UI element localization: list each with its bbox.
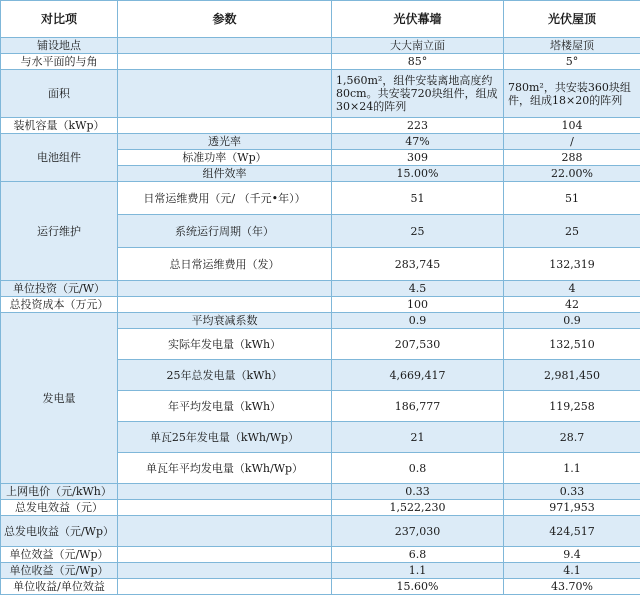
- row-label: 单位投资（元/W）: [1, 281, 118, 297]
- table-row: [1, 547, 640, 563]
- param-cell: 标准功率（Wp）: [118, 150, 332, 166]
- table-row: [1, 118, 640, 134]
- table-row: [1, 297, 640, 313]
- curtain-value: 207,530: [332, 329, 504, 360]
- curtain-value: 186,777: [332, 391, 504, 422]
- header-row: [1, 1, 640, 38]
- param-cell: [118, 500, 332, 516]
- roof-value: 塔楼屋顶: [504, 38, 640, 54]
- roof-value: 0.33: [504, 484, 640, 500]
- roof-value: 132,510: [504, 329, 640, 360]
- roof-value: 28.7: [504, 422, 640, 453]
- row-label: 单位收益/单位效益: [1, 579, 118, 595]
- param-cell: [118, 297, 332, 313]
- curtain-value: 25: [332, 215, 504, 248]
- row-label: 电池组件: [1, 134, 118, 182]
- curtain-value: 21: [332, 422, 504, 453]
- roof-value: /: [504, 134, 640, 150]
- roof-value: 288: [504, 150, 640, 166]
- roof-value: 4: [504, 281, 640, 297]
- curtain-value: 51: [332, 182, 504, 215]
- row-label: 总发电收益（元/Wp）: [1, 516, 118, 547]
- row-label: 总投资成本（万元）: [1, 297, 118, 313]
- curtain-value: 309: [332, 150, 504, 166]
- param-cell: 25年总发电量（kWh）: [118, 360, 332, 391]
- row-label: 装机容量（kWp）: [1, 118, 118, 134]
- row-label: 单位效益（元/Wp）: [1, 547, 118, 563]
- table-row: [1, 313, 640, 329]
- row-label: 上网电价（元/kWh）: [1, 484, 118, 500]
- roof-value: 9.4: [504, 547, 640, 563]
- roof-value: 5°: [504, 54, 640, 70]
- param-cell: 系统运行周期（年）: [118, 215, 332, 248]
- roof-value: 119,258: [504, 391, 640, 422]
- param-cell: [118, 563, 332, 579]
- param-cell: [118, 118, 332, 134]
- roof-value: 4.1: [504, 563, 640, 579]
- table-row: [1, 281, 640, 297]
- curtain-value: 100: [332, 297, 504, 313]
- roof-value: 104: [504, 118, 640, 134]
- curtain-value: 1,522,230: [332, 500, 504, 516]
- curtain-value: 4.5: [332, 281, 504, 297]
- table-row: [1, 516, 640, 547]
- header-item: 对比项: [1, 1, 118, 38]
- row-label: 面积: [1, 70, 118, 118]
- curtain-value: 15.00%: [332, 166, 504, 182]
- param-cell: [118, 484, 332, 500]
- curtain-value: 283,745: [332, 248, 504, 281]
- curtain-value: 6.8: [332, 547, 504, 563]
- param-cell: 日常运维费用（元/ （千元•年））: [118, 182, 332, 215]
- param-cell: 透光率: [118, 134, 332, 150]
- param-cell: 单瓦年平均发电量（kWh/Wp）: [118, 453, 332, 484]
- header-curtain-wall: 光伏幕墙: [332, 1, 504, 38]
- curtain-value: 237,030: [332, 516, 504, 547]
- table-row: [1, 70, 640, 118]
- row-label: 运行维护: [1, 182, 118, 281]
- param-cell: [118, 281, 332, 297]
- roof-value: 132,319: [504, 248, 640, 281]
- table-row: [1, 38, 640, 54]
- curtain-value: 1,560m²，组件安装离地高度约80cm。共安装720块组件，组成30×24的阵列: [332, 70, 504, 118]
- curtain-value: 大大南立面: [332, 38, 504, 54]
- table-row: [1, 500, 640, 516]
- row-label: 发电量: [1, 313, 118, 484]
- header-roof: 光伏屋顶: [504, 1, 640, 38]
- row-label: 总发电效益（元）: [1, 500, 118, 516]
- row-label: 与水平面的与角: [1, 54, 118, 70]
- param-cell: [118, 547, 332, 563]
- param-cell: [118, 516, 332, 547]
- roof-value: 780m²，共安装360块组件，组成18×20的阵列: [504, 70, 640, 118]
- curtain-value: 223: [332, 118, 504, 134]
- param-cell: [118, 54, 332, 70]
- roof-value: 424,517: [504, 516, 640, 547]
- roof-value: 25: [504, 215, 640, 248]
- curtain-value: 1.1: [332, 563, 504, 579]
- param-cell: 组件效率: [118, 166, 332, 182]
- table-row: [1, 484, 640, 500]
- roof-value: 2,981,450: [504, 360, 640, 391]
- table-row: [1, 563, 640, 579]
- curtain-value: 4,669,417: [332, 360, 504, 391]
- row-label: 单位收益（元/Wp）: [1, 563, 118, 579]
- table-row: [1, 54, 640, 70]
- param-cell: [118, 70, 332, 118]
- roof-value: 0.9: [504, 313, 640, 329]
- table-row: [1, 579, 640, 595]
- param-cell: [118, 579, 332, 595]
- roof-value: 1.1: [504, 453, 640, 484]
- roof-value: 51: [504, 182, 640, 215]
- curtain-value: 0.8: [332, 453, 504, 484]
- param-cell: 单瓦25年发电量（kWh/Wp）: [118, 422, 332, 453]
- param-cell: [118, 38, 332, 54]
- roof-value: 971,953: [504, 500, 640, 516]
- param-cell: 实际年发电量（kWh）: [118, 329, 332, 360]
- curtain-value: 0.9: [332, 313, 504, 329]
- header-param: 参数: [118, 1, 332, 38]
- roof-value: 43.70%: [504, 579, 640, 595]
- curtain-value: 47%: [332, 134, 504, 150]
- roof-value: 42: [504, 297, 640, 313]
- table-row: [1, 182, 640, 215]
- roof-value: 22.00%: [504, 166, 640, 182]
- table-row: [1, 134, 640, 150]
- param-cell: 总日常运维费用（发）: [118, 248, 332, 281]
- curtain-value: 85°: [332, 54, 504, 70]
- param-cell: 年平均发电量（kWh）: [118, 391, 332, 422]
- param-cell: 平均衰减系数: [118, 313, 332, 329]
- row-label: 铺设地点: [1, 38, 118, 54]
- curtain-value: 0.33: [332, 484, 504, 500]
- curtain-value: 15.60%: [332, 579, 504, 595]
